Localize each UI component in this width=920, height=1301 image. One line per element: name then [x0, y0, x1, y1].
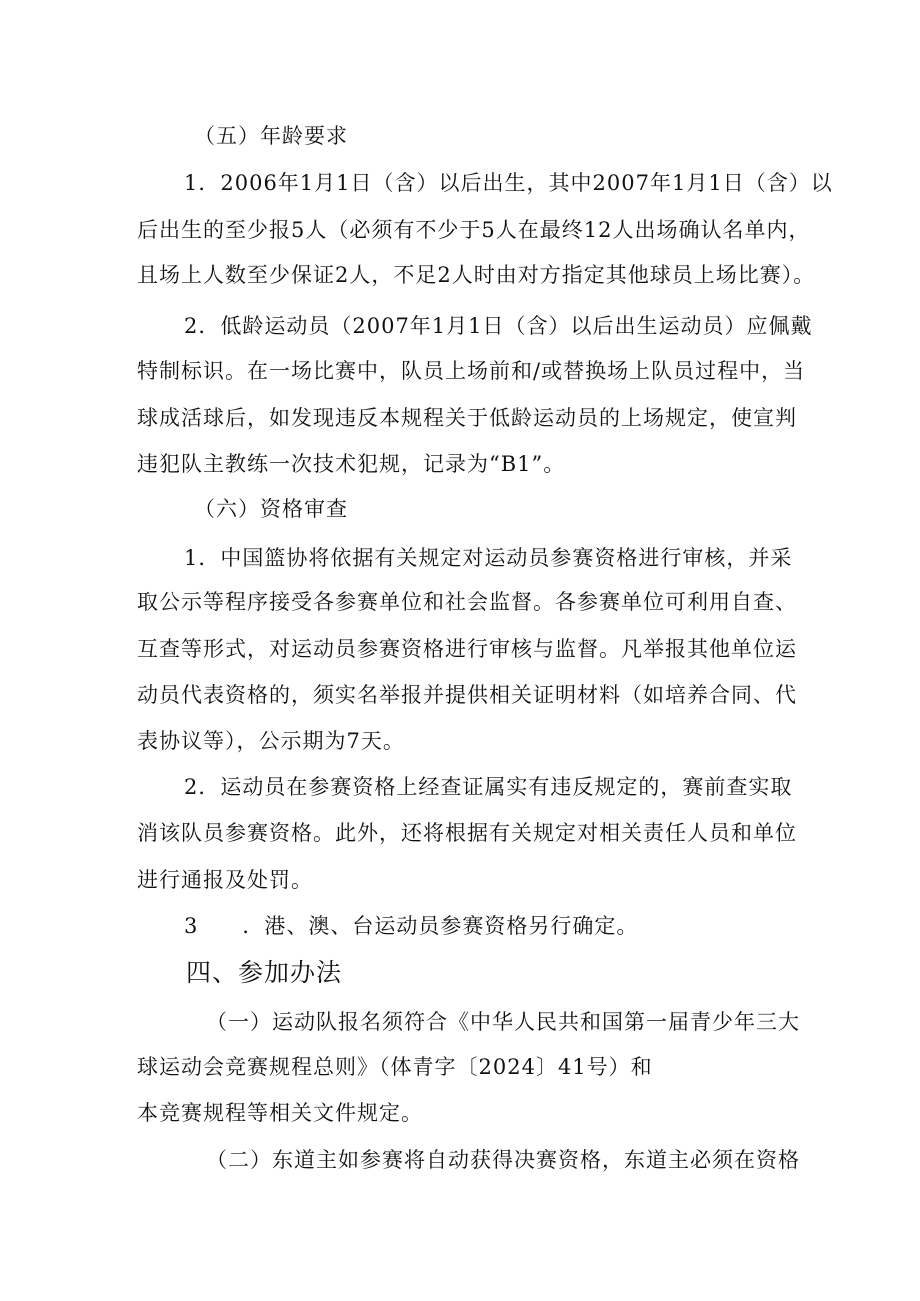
- chapter-heading-participation: 四、参加办法: [186, 958, 343, 987]
- paragraph-line: （一）运动队报名须符合《中华人民共和国第一届青少年三大: [206, 1010, 800, 1034]
- paragraph-line: 动员代表资格的，须实名举报并提供相关证明材料（如培养合同、代: [137, 683, 797, 707]
- section-heading-age-requirements: （五）年龄要求: [194, 124, 348, 148]
- paragraph-line: 1．2006年1月1日（含）以后出生，其中2007年1月1日（含）以: [184, 171, 833, 195]
- paragraph-line: 消该队员参赛资格。此外，还将根据有关规定对相关责任人员和单位: [137, 821, 797, 845]
- section-heading-eligibility-review: （六）资格审查: [194, 497, 348, 521]
- paragraph-line: 进行通报及处罚。: [137, 868, 313, 892]
- paragraph-line: 取公示等程序接受各参赛单位和社会监督。各参赛单位可利用自查、: [137, 590, 797, 614]
- paragraph-line: 2．运动员在参赛资格上经查证属实有违反规定的，赛前查实取: [184, 775, 793, 799]
- paragraph-line: 球成活球后，如发现违反本规程关于低龄运动员的上场规定，使宣判: [137, 406, 797, 430]
- paragraph-line: 特制标识。在一场比赛中，队员上场前和/或替换场上队员过程中，当: [137, 359, 806, 383]
- paragraph-line: 本竞赛规程等相关文件规定。: [137, 1101, 423, 1125]
- paragraph-line: 表协议等），公示期为7天。: [137, 729, 405, 753]
- paragraph-line: 1．中国篮协将依据有关规定对运动员参赛资格进行审核，并采: [184, 546, 793, 570]
- paragraph-line: 2．低龄运动员（2007年1月1日（含）以后出生运动员）应佩戴: [184, 314, 813, 338]
- paragraph-line: 3 ．港、澳、台运动员参赛资格另行确定。: [184, 914, 639, 938]
- paragraph-line: 球运动会竞赛规程总则》（体青字〔2024〕41号）和: [137, 1055, 653, 1079]
- paragraph-line: 违犯队主教练一次技术犯规，记录为“B1”。: [137, 452, 566, 476]
- paragraph-line: 且场上人数至少保证2人，不足2人时由对方指定其他球员上场比赛）。: [137, 263, 816, 287]
- paragraph-line: 后出生的至少报5人（必须有不少于5人在最终12人出场确认名单内，: [137, 218, 811, 242]
- paragraph-line: 互查等形式，对运动员参赛资格进行审核与监督。凡举报其他单位运: [137, 637, 797, 661]
- paragraph-line: （二）东道主如参赛将自动获得决赛资格，东道主必须在资格: [206, 1148, 800, 1172]
